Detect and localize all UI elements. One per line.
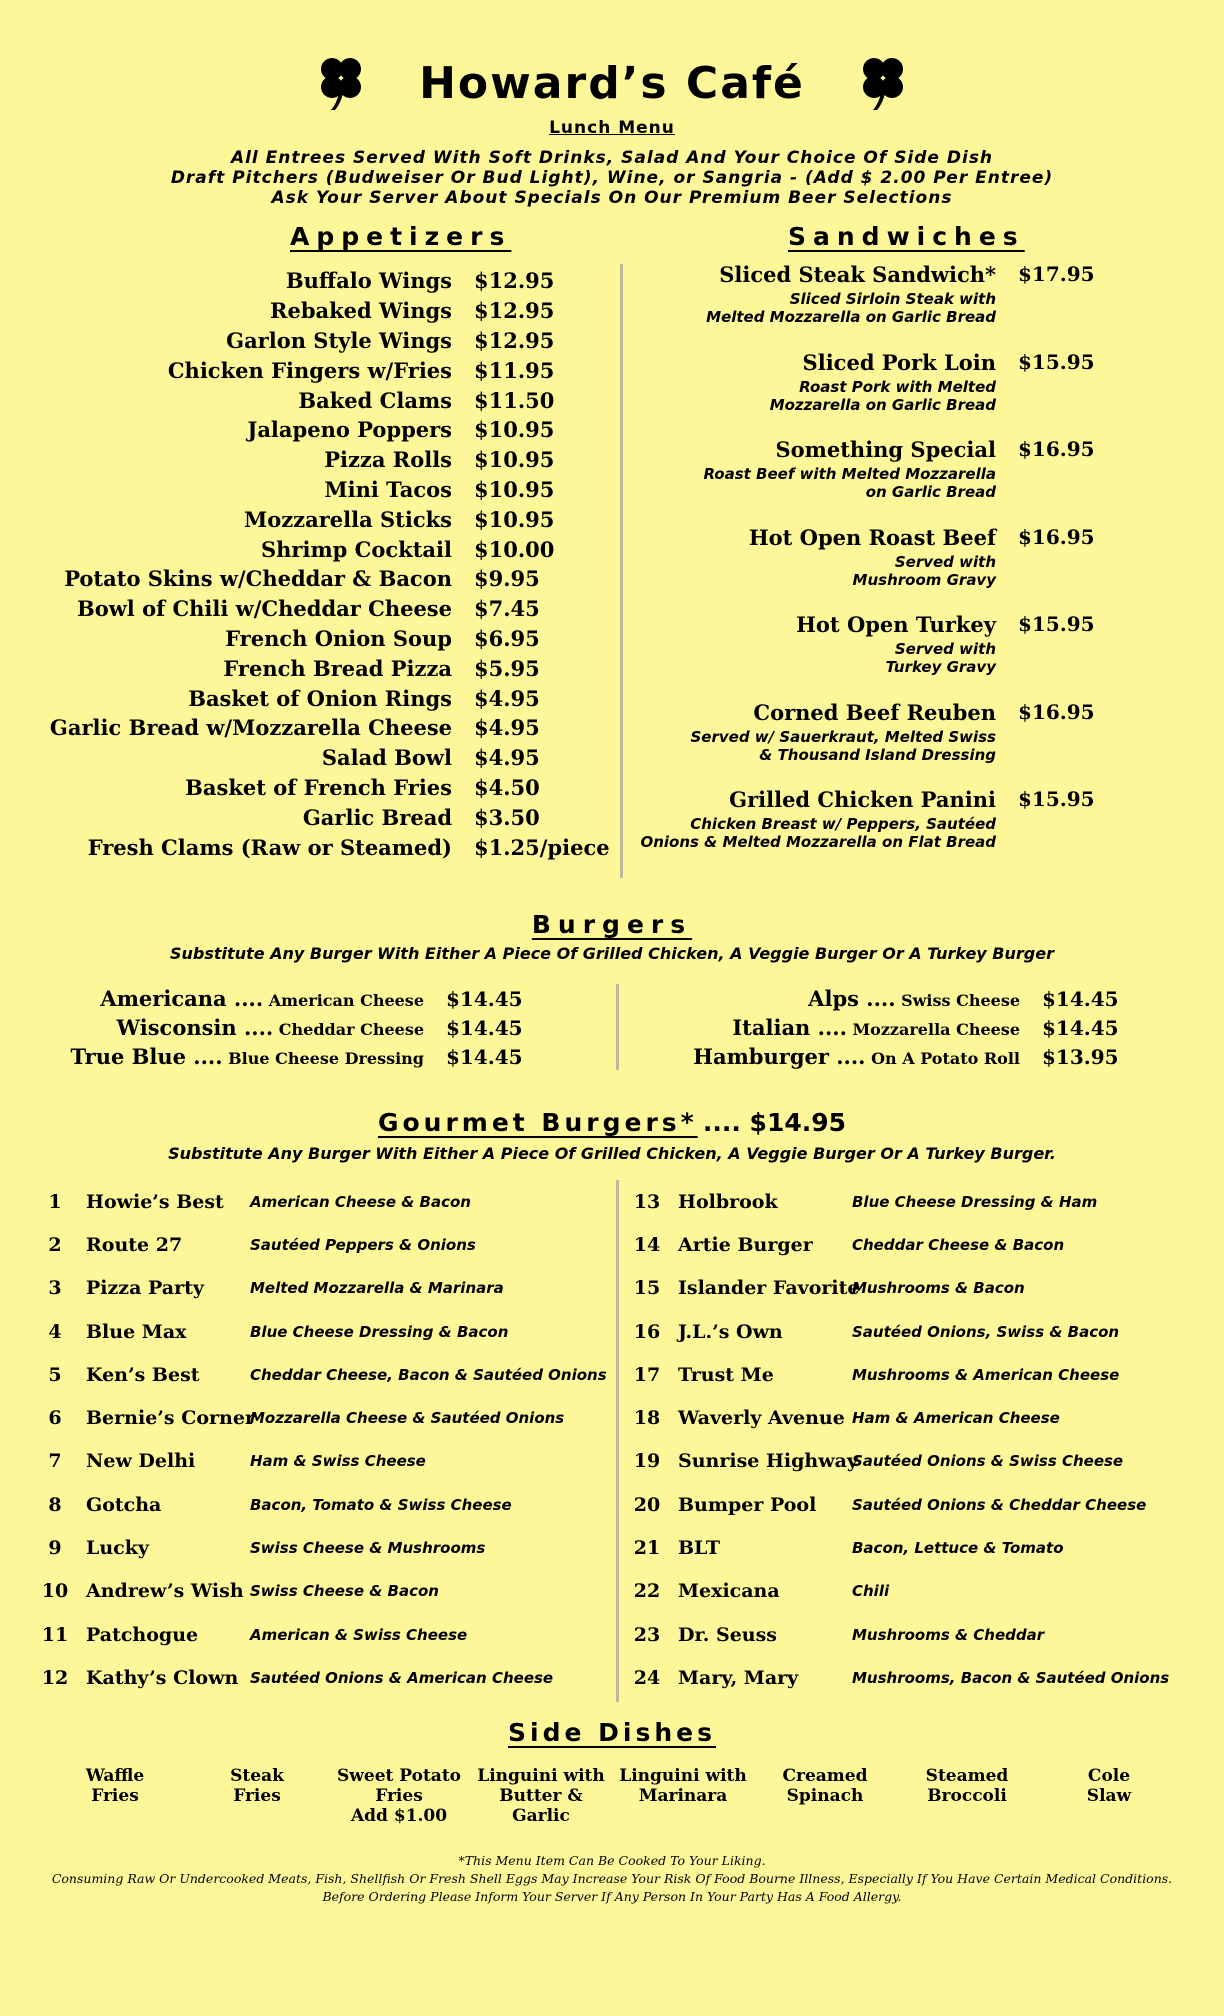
sandwich-description	[636, 290, 996, 326]
gourmet-burger-name: Pizza Party	[86, 1277, 204, 1300]
gourmet-burger-name: Islander Favorite	[678, 1277, 860, 1300]
gourmet-burger-number: 16	[633, 1320, 661, 1343]
side-dish-line: Spinach	[786, 1786, 864, 1806]
side-dish-line: Creamed	[782, 1766, 868, 1786]
appetizer-name: Bowl of Chili w/Cheddar Cheese	[76, 596, 452, 622]
gourmet-burger-name: New Delhi	[86, 1450, 196, 1473]
sandwich-name: Grilled Chicken Panini	[729, 787, 996, 812]
side-dish-line: Linguini with	[477, 1766, 605, 1786]
gourmet-burger-name: Sunrise Highway	[678, 1450, 858, 1473]
side-dish-line: Marinara	[638, 1786, 728, 1806]
gourmet-burger-name: Dr. Seuss	[678, 1623, 777, 1646]
sandwich-description-line: Mozzarella on Garlic Bread	[769, 395, 996, 414]
gourmet-burger-number: 4	[48, 1320, 62, 1343]
burger-topping: American Cheese	[268, 991, 424, 1010]
gourmet-burger-number: 10	[41, 1580, 69, 1603]
gourmet-burger-item	[40, 1526, 620, 1569]
appetizer-name: Fresh Clams (Raw or Steamed)	[87, 834, 452, 860]
gourmet-burger-item	[40, 1440, 620, 1483]
gourmet-burger-description: Swiss Cheese & Mushrooms	[250, 1539, 486, 1558]
burgers-subtitle: Substitute Any Burger With Either A Piece Of Grilled Chicken, A Veggie Burger Or A Turkey Burger	[170, 944, 1054, 963]
appetizer-name: Mozzarella Sticks	[243, 506, 452, 532]
burgers-left-list	[60, 986, 523, 1073]
sandwich-description-line: Served with	[894, 640, 996, 658]
appetizer-name: Salad Bowl	[321, 745, 452, 771]
gourmet-burger-name: Mexicana	[678, 1580, 780, 1603]
gourmet-burger-item	[632, 1267, 1192, 1310]
sandwich-description-line: Chicken Breast w/ Peppers, Sautéed	[690, 815, 996, 833]
gourmet-burger-number: 9	[48, 1537, 62, 1560]
burger-price: $14.45	[1042, 987, 1119, 1011]
gourmet-burger-number: 12	[41, 1666, 69, 1689]
gourmet-burger-item	[40, 1570, 620, 1613]
appetizer-name: Potato Skins w/Cheddar & Bacon	[64, 566, 452, 592]
appetizer-price: $4.50	[474, 774, 540, 800]
gourmet-burger-name: Trust Me	[678, 1363, 774, 1386]
sandwich-item	[620, 787, 1180, 875]
side-dishes-heading	[0, 1718, 1224, 1747]
gourmet-burger-number: 2	[48, 1233, 62, 1256]
gourmet-burger-description: Bacon, Tomato & Swiss Cheese	[250, 1495, 512, 1514]
gourmet-burger-name: Gotcha	[86, 1493, 162, 1516]
gourmet-burger-item	[632, 1570, 1192, 1613]
gourmet-burger-description: Mushrooms & Bacon	[852, 1279, 1025, 1298]
burgers-right-list	[640, 986, 1120, 1073]
gourmet-burger-description: Sautéed Onions, Swiss & Bacon	[852, 1322, 1120, 1341]
sandwich-name: Something Special	[775, 437, 996, 462]
appetizers-heading: Appetizers	[290, 222, 512, 251]
gourmet-burger-name: BLT	[678, 1537, 721, 1560]
gourmet-burger-item	[632, 1656, 1192, 1699]
burger-topping: Swiss Cheese	[901, 991, 1020, 1010]
appetizer-price: $11.50	[474, 387, 555, 413]
gourmet-burger-item	[40, 1267, 620, 1310]
sandwich-description	[636, 728, 996, 764]
appetizer-item	[40, 415, 620, 445]
sandwich-description-line: Mushroom Gravy	[852, 570, 996, 589]
gourmet-burger-name: Patchogue	[86, 1623, 199, 1646]
sandwich-item	[620, 262, 1180, 350]
side-dish-item	[896, 1766, 1038, 1826]
sandwich-description-line: Roast Pork with Melted	[799, 377, 996, 396]
gourmet-burger-item	[40, 1223, 620, 1266]
sandwich-description-line: Sliced Sirloin Steak with	[789, 290, 996, 308]
appetizer-price: $4.95	[474, 745, 540, 771]
burger-topping: On A Potato Roll	[871, 1049, 1020, 1068]
sandwich-description-line: Onions & Melted Mozzarella on Flat Bread	[640, 833, 996, 851]
appetizer-price: $12.95	[474, 298, 555, 324]
side-dish-line: Sweet Potato	[336, 1766, 462, 1786]
sandwich-price: $16.95	[1018, 699, 1095, 724]
burger-name: Wisconsin ....	[116, 1015, 274, 1040]
appetizer-item	[40, 743, 620, 773]
burger-item	[640, 1044, 1120, 1073]
gourmet-burger-description: Ham & Swiss Cheese	[250, 1452, 426, 1471]
gourmet-burger-item	[40, 1483, 620, 1526]
gourmet-burger-name: Artie Burger	[678, 1233, 813, 1256]
appetizer-price: $5.95	[474, 655, 540, 681]
sandwich-item	[620, 525, 1180, 613]
side-dish-line: Add $1.00	[350, 1806, 448, 1826]
column-divider	[616, 1180, 619, 1702]
gourmet-burger-number: 13	[633, 1190, 661, 1213]
gourmet-burger-description: Cheddar Cheese, Bacon & Sautéed Onions	[250, 1365, 607, 1384]
sandwich-description	[636, 640, 996, 676]
burger-name: Alps ....	[808, 986, 896, 1011]
appetizer-name: French Bread Pizza	[223, 655, 452, 681]
gourmet-right-list	[632, 1180, 1192, 1700]
appetizer-item	[40, 534, 620, 564]
gourmet-burger-description: Mozzarella Cheese & Sautéed Onions	[250, 1409, 565, 1428]
gourmet-burger-number: 20	[633, 1493, 661, 1516]
gourmet-burger-number: 11	[41, 1623, 69, 1646]
burger-name: Italian ....	[732, 1015, 847, 1040]
appetizer-item	[40, 475, 620, 505]
gourmet-subtitle: Substitute Any Burger With Either A Piece Of Grilled Chicken, A Veggie Burger Or A Turkey Burger.	[168, 1144, 1056, 1163]
gourmet-burger-item	[40, 1396, 620, 1439]
gourmet-burger-item	[632, 1353, 1192, 1396]
side-dish-line: Fries	[91, 1786, 139, 1806]
gourmet-burger-description: Sautéed Peppers & Onions	[250, 1235, 476, 1254]
appetizer-price: $10.95	[474, 506, 555, 532]
burger-name: Hamburger ....	[693, 1044, 866, 1069]
sandwich-name: Sliced Steak Sandwich*	[719, 262, 996, 287]
side-dish-line: Steamed	[925, 1766, 1009, 1786]
burger-item	[640, 1015, 1120, 1044]
burgers-heading-text: Burgers	[531, 910, 693, 939]
side-dish-item	[754, 1766, 896, 1826]
appetizer-price: $7.45	[474, 596, 540, 622]
appetizer-item	[40, 355, 620, 385]
sandwich-description-line: & Thousand Island Dressing	[759, 745, 996, 764]
sandwich-description	[636, 815, 996, 851]
side-dish-line: Cole	[1087, 1766, 1131, 1786]
gourmet-burger-name: J.L.’s Own	[678, 1320, 783, 1343]
sandwich-description	[636, 553, 996, 589]
gourmet-burger-name: Route 27	[86, 1233, 183, 1256]
gourmet-burger-name: Mary, Mary	[678, 1666, 799, 1689]
gourmet-burger-name: Lucky	[86, 1537, 149, 1560]
side-dish-item	[1038, 1766, 1180, 1826]
gourmet-burger-description: Cheddar Cheese & Bacon	[852, 1235, 1065, 1254]
menu-header	[0, 52, 1224, 208]
gourmet-burger-number: 18	[633, 1407, 661, 1430]
gourmet-burger-number: 8	[48, 1493, 62, 1516]
gourmet-burger-number: 15	[633, 1277, 661, 1300]
gourmet-burger-number: 3	[48, 1277, 62, 1300]
burger-name: True Blue ....	[70, 1044, 223, 1069]
footer-notes	[0, 1852, 1224, 1906]
burger-label	[640, 986, 1020, 1011]
appetizer-price: $10.00	[474, 536, 555, 562]
gourmet-burger-item	[40, 1180, 620, 1223]
gourmet-burger-name: Bumper Pool	[678, 1493, 817, 1516]
burger-item	[60, 1015, 523, 1044]
appetizer-price: $4.95	[474, 715, 540, 741]
sandwich-price: $16.95	[1018, 524, 1095, 549]
sandwich-price: $15.95	[1018, 787, 1095, 811]
restaurant-title: Howard’s Café	[419, 57, 805, 109]
gourmet-burger-name: Waverly Avenue	[678, 1407, 845, 1430]
burger-topping: Mozzarella Cheese	[852, 1020, 1020, 1039]
appetizer-item	[40, 832, 620, 862]
title-row	[0, 52, 1224, 114]
gourmet-burger-name: Blue Max	[86, 1320, 187, 1343]
gourmet-burger-item	[632, 1613, 1192, 1656]
sandwich-item	[620, 437, 1180, 525]
side-dish-line: Fries	[233, 1786, 281, 1806]
gourmet-burger-name: Kathy’s Clown	[86, 1666, 239, 1689]
appetizer-item	[40, 802, 620, 832]
side-dish-line: Broccoli	[927, 1786, 1007, 1806]
burger-name: Americana ....	[100, 986, 264, 1011]
gourmet-burger-description: Melted Mozzarella & Marinara	[250, 1279, 504, 1298]
sandwich-name: Sliced Pork Loin	[802, 349, 996, 375]
gourmet-burger-description: Mushrooms & Cheddar	[852, 1625, 1045, 1644]
side-dish-line: Fries	[375, 1786, 423, 1806]
side-dish-item	[186, 1766, 328, 1826]
gourmet-burger-item	[40, 1656, 620, 1699]
gourmet-heading	[0, 1108, 1224, 1137]
burger-label	[60, 986, 424, 1011]
gourmet-burger-description: Chili	[852, 1582, 890, 1601]
gourmet-burger-number: 14	[633, 1233, 661, 1256]
appetizer-name: Shrimp Cocktail	[260, 536, 452, 562]
sandwich-price: $17.95	[1018, 262, 1095, 286]
sandwich-name: Hot Open Turkey	[796, 612, 996, 637]
gourmet-burger-item	[40, 1353, 620, 1396]
appetizer-item	[40, 773, 620, 803]
side-dish-item	[470, 1766, 612, 1826]
sandwich-price: $15.95	[1018, 612, 1095, 636]
appetizer-item	[40, 266, 620, 296]
gourmet-burger-item	[40, 1613, 620, 1656]
gourmet-burger-item	[632, 1526, 1192, 1569]
appetizer-price: $10.95	[474, 476, 555, 502]
gourmet-burger-description: American & Swiss Cheese	[250, 1625, 468, 1644]
burger-item	[60, 1044, 523, 1073]
burger-topping: Blue Cheese Dressing	[228, 1049, 424, 1068]
appetizer-name: Pizza Rolls	[324, 447, 452, 473]
sandwich-item	[620, 700, 1180, 788]
footer-line: Consuming Raw Or Undercooked Meats, Fish, Shellfish Or Fresh Shell Eggs May Increase Your Risk Of Food Bourne Illness, Especially If You Have Certain Medical Conditions.	[51, 1871, 1173, 1886]
gourmet-burger-item	[40, 1310, 620, 1353]
side-dishes-heading-text: Side Dishes	[508, 1718, 716, 1747]
appetizer-name: French Onion Soup	[225, 625, 452, 651]
side-dish-line: Linguini with	[619, 1766, 747, 1786]
gourmet-burger-name: Andrew’s Wish	[86, 1580, 244, 1603]
intro-line: Ask Your Server About Specials On Our Premium Beer Selections	[271, 188, 953, 208]
appetizer-price: $9.95	[474, 566, 540, 592]
gourmet-burger-description: Sautéed Onions & Swiss Cheese	[852, 1452, 1124, 1471]
sandwich-description	[636, 465, 996, 501]
appetizer-price: $4.95	[474, 685, 540, 711]
burger-price: $14.45	[446, 1016, 523, 1040]
sandwiches-list	[620, 262, 1180, 875]
sandwich-description-line: Roast Beef with Melted Mozzarella	[703, 465, 996, 483]
side-dish-line: Waffle	[85, 1766, 145, 1786]
burger-price: $14.45	[1042, 1016, 1119, 1040]
gourmet-heading-text: Gourmet Burgers*	[377, 1108, 698, 1137]
appetizer-item	[40, 445, 620, 475]
appetizer-name: Garlic Bread w/Mozzarella Cheese	[49, 715, 452, 741]
appetizer-name: Basket of French Fries	[185, 774, 452, 800]
sandwiches-heading: Sandwiches	[788, 222, 1025, 251]
side-dish-line: Steak	[230, 1766, 284, 1786]
sandwich-name: Hot Open Roast Beef	[748, 524, 996, 550]
intro-text	[0, 148, 1224, 208]
sandwich-description-line: Served w/ Sauerkraut, Melted Swiss	[690, 727, 996, 746]
gourmet-burger-description: Mushrooms, Bacon & Sautéed Onions	[852, 1668, 1170, 1687]
side-dishes-list	[44, 1766, 1180, 1826]
appetizer-price: $6.95	[474, 625, 540, 651]
appetizer-name: Rebaked Wings	[270, 298, 452, 324]
gourmet-burger-name: Howie’s Best	[86, 1190, 224, 1213]
gourmet-burger-number: 22	[633, 1580, 661, 1603]
appetizer-name: Mini Tacos	[324, 476, 452, 502]
sandwich-item	[620, 612, 1180, 700]
appetizer-item	[40, 683, 620, 713]
side-dish-item	[612, 1766, 754, 1826]
burger-label	[60, 1015, 424, 1040]
appetizers-list	[40, 266, 620, 862]
appetizer-price: $11.95	[474, 357, 555, 383]
gourmet-burger-number: 5	[48, 1363, 62, 1386]
gourmet-burger-name: Holbrook	[678, 1190, 778, 1213]
gourmet-burger-description: Sautéed Onions & American Cheese	[250, 1668, 554, 1687]
appetizer-item	[40, 504, 620, 534]
sandwich-description-line: Served with	[894, 552, 996, 571]
gourmet-burger-name: Ken’s Best	[86, 1363, 200, 1386]
appetizer-item	[40, 296, 620, 326]
burger-item	[640, 986, 1120, 1015]
gourmet-burger-number: 19	[633, 1450, 661, 1473]
sandwich-description	[636, 378, 996, 414]
appetizer-name: Chicken Fingers w/Fries	[167, 357, 452, 383]
intro-line: All Entrees Served With Soft Drinks, Salad And Your Choice Of Side Dish	[230, 148, 994, 168]
gourmet-burger-number: 7	[48, 1450, 62, 1473]
gourmet-burger-item	[632, 1396, 1192, 1439]
burger-topping: Cheddar Cheese	[278, 1020, 424, 1039]
side-dish-line: Garlic	[512, 1806, 570, 1826]
gourmet-burger-number: 1	[48, 1190, 62, 1213]
appetizer-name: Basket of Onion Rings	[188, 685, 452, 711]
gourmet-burger-description: Bacon, Lettuce & Tomato	[852, 1539, 1064, 1558]
sandwich-price: $15.95	[1018, 349, 1095, 374]
appetizer-name: Baked Clams	[298, 387, 452, 413]
gourmet-burger-description: Blue Cheese Dressing & Bacon	[250, 1322, 509, 1341]
gourmet-price: .... $14.95	[702, 1108, 847, 1137]
burgers-heading	[0, 910, 1224, 939]
appetizer-name: Buffalo Wings	[285, 268, 452, 294]
gourmet-burger-number: 21	[633, 1537, 661, 1560]
gourmet-burger-item	[632, 1310, 1192, 1353]
appetizer-price: $1.25/piece	[474, 834, 610, 860]
burger-price: $14.45	[446, 1045, 523, 1069]
side-dish-line: Butter &	[499, 1786, 583, 1806]
footer-line: *This Menu Item Can Be Cooked To Your Liking.	[458, 1853, 766, 1868]
appetizer-item	[40, 594, 620, 624]
gourmet-burger-number: 6	[48, 1407, 62, 1430]
burger-price: $14.45	[446, 987, 523, 1011]
sandwich-description-line: on Garlic Bread	[865, 483, 996, 501]
burger-label	[640, 1044, 1020, 1069]
four-leaf-clover-icon	[315, 55, 367, 111]
gourmet-burger-description: Sautéed Onions & Cheddar Cheese	[852, 1495, 1147, 1514]
appetizer-item	[40, 326, 620, 356]
gourmet-burger-description: Mushrooms & American Cheese	[852, 1365, 1120, 1384]
gourmet-burger-number: 24	[633, 1666, 661, 1689]
column-divider	[616, 984, 619, 1070]
appetizer-price: $10.95	[474, 417, 555, 443]
gourmet-burger-name: Bernie’s Corner	[86, 1407, 255, 1430]
appetizer-item	[40, 385, 620, 415]
gourmet-left-list	[40, 1180, 620, 1700]
gourmet-burger-description: Blue Cheese Dressing & Ham	[852, 1192, 1098, 1211]
sandwich-item	[620, 350, 1180, 438]
sandwich-description-line: Melted Mozzarella on Garlic Bread	[706, 308, 996, 326]
appetizer-item	[40, 713, 620, 743]
side-dish-line: Slaw	[1086, 1786, 1132, 1806]
gourmet-burger-item	[632, 1223, 1192, 1266]
burger-item	[60, 986, 523, 1015]
gourmet-burger-item	[632, 1180, 1192, 1223]
menu-subtitle: Lunch Menu	[549, 118, 675, 138]
appetizer-price: $12.95	[474, 268, 555, 294]
gourmet-burger-item	[632, 1483, 1192, 1526]
burger-label	[60, 1044, 424, 1069]
appetizer-item	[40, 564, 620, 594]
side-dish-item	[44, 1766, 186, 1826]
appetizer-item	[40, 653, 620, 683]
appetizer-name: Garlic Bread	[302, 804, 452, 830]
appetizer-price: $12.95	[474, 327, 555, 353]
side-dish-item	[328, 1766, 470, 1826]
gourmet-burger-description: Swiss Cheese & Bacon	[250, 1582, 439, 1601]
gourmet-burger-item	[632, 1440, 1192, 1483]
four-leaf-clover-icon	[857, 55, 909, 111]
sandwich-price: $16.95	[1018, 437, 1095, 461]
gourmet-burger-number: 17	[633, 1363, 661, 1386]
sandwich-description-line: Turkey Gravy	[885, 658, 996, 676]
burger-price: $13.95	[1042, 1045, 1119, 1069]
appetizer-price: $10.95	[474, 447, 555, 473]
gourmet-burger-description: American Cheese & Bacon	[250, 1192, 471, 1211]
gourmet-burger-number: 23	[633, 1623, 661, 1646]
footer-line: Before Ordering Please Inform Your Server If Any Person In Your Party Has A Food Allergy.	[322, 1889, 902, 1904]
burger-label	[640, 1015, 1020, 1040]
appetizer-item	[40, 624, 620, 654]
intro-line: Draft Pitchers (Budweiser Or Bud Light), Wine, or Sangria - (Add $ 2.00 Per Entree)	[170, 168, 1054, 188]
appetizer-name: Jalapeno Poppers	[247, 417, 452, 443]
sandwich-name: Corned Beef Reuben	[753, 699, 996, 725]
gourmet-burger-description: Ham & American Cheese	[852, 1409, 1060, 1428]
appetizer-name: Garlon Style Wings	[226, 327, 452, 353]
appetizer-price: $3.50	[474, 804, 540, 830]
